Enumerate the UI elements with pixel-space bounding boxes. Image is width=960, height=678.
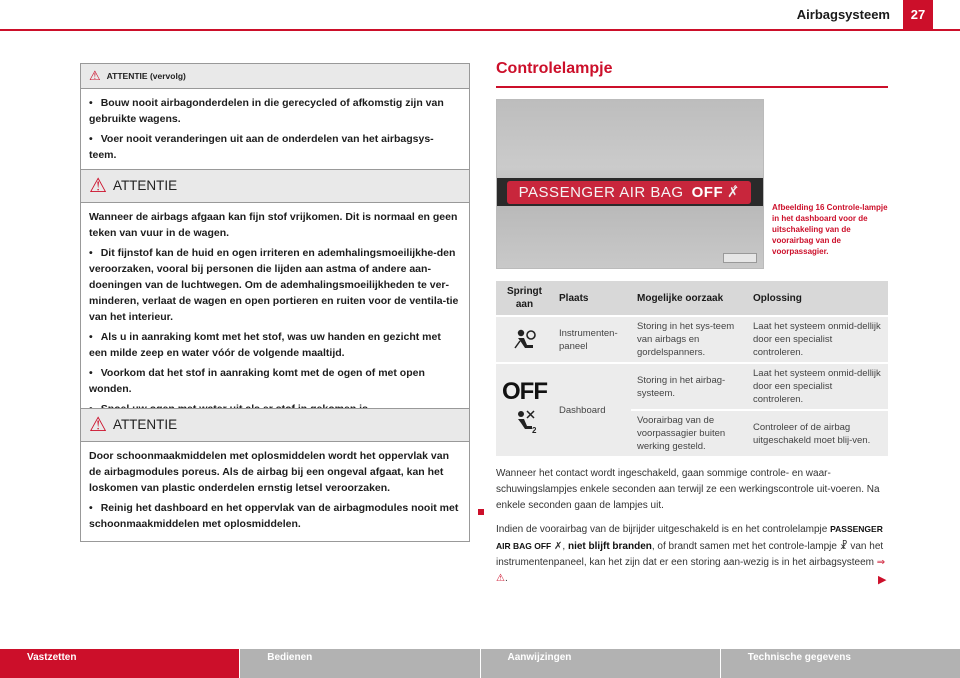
warning-body (81, 442, 469, 541)
warning-header (81, 409, 469, 442)
para-text: , of brandt samen met het controle-lampje (651, 541, 837, 552)
table-row (496, 363, 888, 410)
warning-box-dust (80, 169, 470, 427)
inline-indicator-label: PASSENGER AIR BAG OFF (496, 524, 883, 551)
table-header-row (496, 281, 888, 316)
warning-bullet: • Bouw nooit airbagonderdelen in die gerecycled of afkomstig zijn van gebruikte wagens. (89, 95, 461, 127)
warning-body (81, 203, 469, 426)
subsection-title: Controlelampje (496, 60, 888, 88)
warning-header (81, 64, 469, 89)
footer-nav (0, 649, 960, 678)
off-indicator-cell (496, 363, 553, 456)
cell-solution: Laat het systeem onmid-dellijk door een specialist controleren. (747, 363, 888, 410)
footer-tab-bedienen[interactable]: Bedienen (240, 649, 480, 678)
dashboard-photo (496, 99, 764, 269)
warning-body (81, 89, 469, 172)
warning-header (81, 170, 469, 203)
airbag-warning-icon (496, 316, 553, 363)
seat-person-icon: ✗ (554, 541, 563, 552)
cell-solution: Laat het systeem onmid-dellijk door een specialist controleren. (747, 316, 888, 363)
table-row (496, 316, 888, 363)
warning-triangle-icon: ⚠ (89, 175, 107, 197)
warning-intro: Wanneer de airbags afgaan kan fijn stof vrijkomen. Dit is normaal en geen teken van vuur in de wagen. (89, 211, 458, 239)
warning-heading: ATTENTIE (vervolg) (106, 71, 186, 81)
footer-tab-technische-gegevens[interactable]: Technische gegevens (721, 649, 960, 678)
header-rule (0, 29, 960, 31)
para-text: Indien de voorairbag van de bijrijder uitgeschakeld is en het controlelampje (496, 524, 828, 535)
col-oplossing: Oplossing (747, 281, 888, 316)
warning-bullet: • Voorkom dat het stof in aanraking komt met de ogen of met open wonden. (89, 365, 461, 397)
indicator-label: PASSENGER AIR BAG (518, 184, 684, 201)
warning-box-cleaning (80, 408, 470, 542)
cell-place: Dashboard (553, 363, 631, 456)
warning-heading: ATTENTIE (112, 417, 178, 432)
para-text: van het instrumentenpaneel, kan het zijn dat er een storing aan-wezig is in het airbagsysteem (496, 541, 884, 568)
col-oorzaak: Mogelijke oorzaak (631, 281, 747, 316)
para-emphasis: niet blijft branden (567, 541, 652, 552)
paragraph-contact: Wanneer het contact wordt ingeschakeld, gaan sommige controle- en waar-schuwingslampjes enkele seconden aan terwijl ze een werkingscontrole uit-voeren. Na enkele seconden gaan de lampjes uit. (496, 468, 880, 511)
col-springt-aan: Springt aan (496, 281, 553, 316)
seat-passenger-icon (512, 408, 538, 434)
para-text: . (504, 573, 508, 584)
section-end-marker (478, 509, 484, 515)
section-title: Airbagsysteem (796, 7, 890, 22)
warning-intro: Door schoonmaakmiddelen met oplosmiddelen wordt het oppervlak van de airbagmodules poreus. Als de airbag bij een ongeval afgaat, kan het loskomen van plastic onderdelen ernstig letsel veroorzaken. (89, 450, 449, 494)
cell-cause: Storing in het sys-teem van airbags en gordelspanners. (631, 316, 747, 363)
cross-reference[interactable]: ⇒ (876, 557, 886, 568)
photo-reference-tag (723, 253, 757, 263)
svg-text:2: 2 (531, 426, 536, 434)
warning-lights-table (496, 281, 888, 456)
col-plaats: Plaats (553, 281, 631, 316)
indicator-off: OFF (691, 184, 724, 201)
warning-triangle-icon: ⚠ (89, 414, 107, 436)
cell-cause: Storing in het airbag-systeem. (631, 363, 747, 410)
footer-tab-aanwijzingen[interactable]: Aanwijzingen (481, 649, 721, 678)
warning-heading: ATTENTIE (112, 178, 178, 193)
warning-bullet: • Reinig het dashboard en het oppervlak van de airbagmodules nooit met schoonmaakmiddelen met oplosmiddelen. (89, 500, 461, 532)
cell-cause: Voorairbag van de voorpassagier buiten werking gesteld. (631, 410, 747, 456)
passenger-airbag-off-indicator (507, 181, 751, 204)
cell-solution: Controleer of de airbag uitgeschakeld moet blij-ven. (747, 410, 888, 456)
paragraph-indicator: Indien de voorairbag van de bijrijder uitgeschakeld is en het controlelampje PASSENGER AIR BAG OFF ✗, niet blijft branden, of brandt samen met het controle-lampje ☧ van het instrumentenpaneel, kan het zijn dat er een storing aan-wezig is in het airbagsysteem ⇒ ⚠. (496, 524, 886, 584)
warning-triangle-icon: ⚠ (89, 68, 101, 83)
warning-bullet: • Voer nooit veranderingen uit aan de onderdelen van het airbagsys-teem. (89, 131, 461, 163)
warning-triangle-icon[interactable]: ⚠ (496, 573, 505, 584)
cell-place: Instrumenten-paneel (553, 316, 631, 363)
page-number: 27 (903, 0, 933, 29)
seat-person-icon: ✗̂ (727, 184, 740, 200)
figure-caption: Afbeelding 16 Controle-lampje in het dashboard voor de uitschakeling van de voorairbag van de voorpassagier. (772, 203, 888, 256)
warning-bullet: • Als u in aanraking komt met het stof, was uw handen en gezicht met een milde zeep en water vóór de volgende maaltijd. (89, 329, 461, 361)
airbag-warning-icon: ☧ (839, 541, 848, 552)
off-indicator: OFF (502, 378, 547, 405)
footer-tab-vastzetten[interactable]: Vastzetten (0, 649, 240, 678)
warning-box-continued (80, 63, 470, 173)
continue-arrow-icon: ▶ (878, 574, 887, 586)
warning-bullet: • Dit fijnstof kan de huid en ogen irriteren en ademhalingsmoeilijkhe-den veroorzaken, vooral bij personen die lijden aan astma of andere aan-doeningen van de luchtwegen. Om de ademhalingsmoeilijkheden te ver-minderen, verlaat de wagen en open portieren en ruiten voor de ventila-tie van het interieur. (89, 245, 461, 325)
page-header (0, 0, 960, 32)
